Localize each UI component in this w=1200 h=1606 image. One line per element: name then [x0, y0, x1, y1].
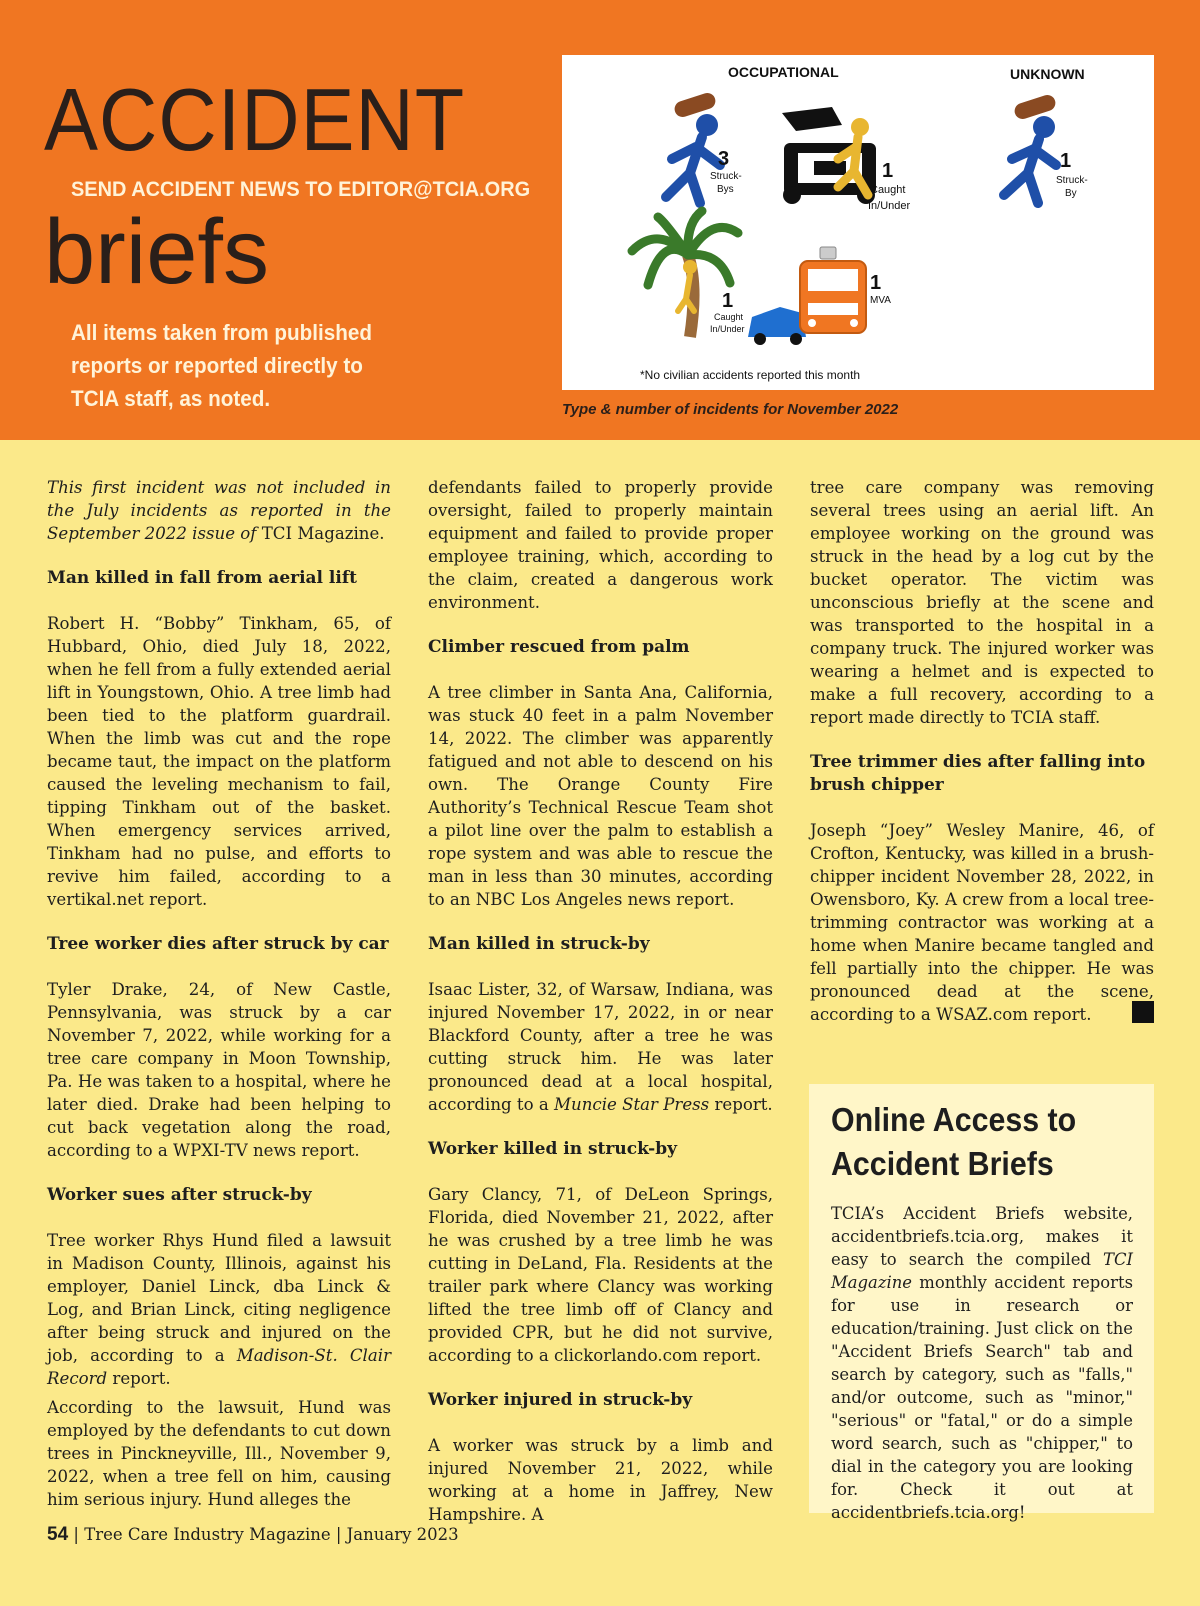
brush-chipper-text: Joseph “Joey” Wesley Manire, 46, of Crofton, Kentucky, was killed in a brush-chipper incident November 28, 2022, in Owensboro, Ky. A crew from a local tree-trimming contractor was working at a home when Manire became tangled and fell partially into the chipper. He was pronounced dead at the scene, according to a WSAZ.com report. — [810, 821, 1154, 1024]
sidebar-text-a: TCIA’s Accident Briefs website, accidentbriefs.tcia.org, makes it easy to search the compiled — [831, 1204, 1133, 1269]
headline-aerial-lift: Man killed in fall from aerial lift — [47, 568, 358, 588]
headline-man-killed-struck-by: Man killed in struck-by — [428, 934, 650, 954]
lead-paragraph — [47, 476, 391, 545]
headline-palm-rescue: Climber rescued from palm — [428, 637, 690, 657]
article-worker-sues-1 — [47, 1229, 391, 1390]
infographic-footnote: *No civilian accidents reported this month — [640, 368, 861, 382]
footer-magazine: Tree Care Industry Magazine — [84, 1525, 331, 1544]
footer-sep-2: | — [335, 1525, 347, 1544]
chipper-label-2: In/Under — [868, 200, 911, 212]
chipper-count: 1 — [882, 160, 894, 182]
intro-text: All items taken from published reports or reported directly to TCIA staff, as noted. — [71, 320, 373, 411]
vehicle-collision-icon — [748, 247, 866, 345]
occupational-heading: OCCUPATIONAL — [728, 64, 839, 80]
headline-worker-sues: Worker sues after struck-by — [47, 1185, 312, 1205]
incident-infographic — [562, 55, 1154, 390]
page-footer — [47, 1524, 459, 1546]
mva-count: 1 — [870, 272, 882, 294]
header-banner — [0, 0, 1200, 440]
article-brush-chipper — [810, 819, 1154, 1026]
end-of-article-mark — [1132, 1001, 1154, 1023]
footer-sep-1: | — [73, 1525, 85, 1544]
struck-bys-label-1: Struck- — [710, 171, 742, 182]
article-man-killed-struck-by — [428, 978, 773, 1116]
man-killed-publication: Muncie Star Press — [554, 1095, 710, 1114]
footer-issue: January 2023 — [346, 1525, 459, 1544]
infographic-drawing — [562, 55, 1154, 390]
send-news-line: SEND ACCIDENT NEWS TO EDITOR@TCIA.ORG — [71, 178, 531, 201]
struck-by-figure-icon — [666, 91, 720, 203]
lead-magazine: TCI Magazine. — [261, 524, 385, 543]
worker-sues-end: report. — [107, 1369, 171, 1388]
sidebar-magazine: TCI Magazine — [831, 1250, 1133, 1292]
unknown-label-2: By — [1065, 188, 1077, 199]
lead-intro: This first incident was not included in the July incidents as reported in the September 2022 issue of — [47, 478, 391, 543]
unknown-heading: UNKNOWN — [1010, 66, 1085, 82]
article-worker-killed-struck-by: Gary Clancy, 71, of DeLeon Springs, Florida, died November 21, 2022, after he was crushed by a tree limb he was cutting in DeLand, Fla. Residents at the trailer park where Clancy was working lifted the tree limb off of Clancy and provided CPR, but he did not survive, according to a clickorlando.com report. — [428, 1185, 773, 1365]
online-access-sidebar — [809, 1084, 1154, 1522]
unknown-count: 1 — [1060, 150, 1072, 172]
headline-worker-injured-struck-by: Worker injured in struck-by — [428, 1390, 693, 1410]
sidebar-text-b: monthly accident reports for use in research or education/training. Just click on the "Accident Briefs Search" tab and search by category, such as "falls," and/or outcome, such as "minor," "serious" or "fatal," or do a simple word search, such as "chipper," to dial in the category you are looking for. Check it out at accidentbriefs.tcia.org! — [831, 1273, 1133, 1522]
article-palm-rescue: A tree climber in Santa Ana, California, was stuck 40 feet in a palm November 14, 2022. The climber was apparently fatigued and not able to descend on his own. The Orange County Fire Authority’s Technical Rescue Team shot a pilot line over the palm to establish a rope system and was able to rescue the man in less than 30 minutes, according to an NBC Los Angeles news report. — [428, 683, 773, 909]
struck-bys-count: 3 — [718, 148, 730, 170]
column-1 — [47, 476, 391, 1412]
article-worker-sues-2: According to the lawsuit, Hund was employed by the defendants to cut down trees in Pinckneyville, Ill., November 9, 2022, when a tree fell on him, causing him serious injury. Hund alleges the — [47, 1398, 391, 1509]
article-worker-injured-part2: tree care company was removing several trees using an aerial lift. An employee working on the ground was struck in the head by a log cut by the bucket operator. The victim was unconscious briefly at the scene and was transported to the hospital in a company truck. The injured worker was wearing a helmet and is expected to make a full recovery, according to a report made directly to TCIA staff. — [810, 478, 1154, 727]
man-killed-end: report. — [709, 1095, 773, 1114]
article-struck-by-car: Tyler Drake, 24, of New Castle, Pennsylvania, was struck by a car November 7, 2022, while working for a tree care company in Moon Township, Pa. He was taken to a hospital, where he later died. Drake had been helping to cut back vegetation along the road, according to a WPXI-TV news report. — [47, 980, 391, 1160]
unknown-struck-by-figure-icon — [1004, 93, 1057, 203]
palm-label-1: Caught — [714, 312, 744, 322]
article-aerial-lift: Robert H. “Bobby” Tinkham, 65, of Hubbard, Ohio, died July 18, 2022, when he fell from a fully extended aerial lift in Youngstown, Ohio. A tree limb had been tied to the platform guardrail. When the limb was cut and the rope became taut, the impact on the platform caused the leveling mechanism to fail, tipping Tinkham out of the basket. When emergency services arrived, Tinkham had no pulse, and efforts to revive him failed, according to a vertikal.net report. — [47, 614, 391, 909]
headline-worker-killed-struck-by: Worker killed in struck-by — [428, 1139, 677, 1159]
worker-sues-text: Tree worker Rhys Hund filed a lawsuit in Madison County, Illinois, against his employer, Daniel Linck, dba Linck & Log, and Brian Linck, citing negligence after being struck and injured on the job, according to a — [47, 1231, 391, 1365]
article-worker-sues-2-continued: defendants failed to properly provide oversight, failed to properly maintain equipment and failed to provide proper employee training, which, according to the claim, created a dangerous work environment. — [428, 478, 773, 612]
infographic-caption: Type & number of incidents for November 2022 — [562, 401, 899, 418]
mva-label: MVA — [870, 295, 891, 306]
title-briefs: briefs — [44, 201, 269, 303]
page-number: 54 — [47, 1524, 69, 1545]
sidebar-text — [831, 1202, 1133, 1524]
headline-brush-chipper: Tree trimmer dies after falling into brush chipper — [810, 752, 1146, 795]
title-accident: ACCIDENT — [44, 70, 466, 169]
man-killed-text: Isaac Lister, 32, of Warsaw, Indiana, was injured November 17, 2022, in or near Blackford County, after a tree he was cutting struck him. He was later pronounced dead at a local hospital, according to a — [428, 980, 773, 1114]
column-1-continuation — [47, 1396, 391, 1533]
worker-sues-publication: Madison-St. Clair Record — [47, 1346, 391, 1388]
unknown-label-1: Struck- — [1056, 175, 1088, 186]
palm-count: 1 — [722, 290, 734, 312]
headline-struck-by-car: Tree worker dies after struck by car — [47, 934, 389, 954]
chipper-icon — [782, 107, 876, 204]
chipper-label-1: Caught — [870, 184, 906, 196]
column-3 — [810, 476, 1154, 1048]
sidebar-title: Online Access to Accident Briefs — [831, 1101, 1077, 1182]
article-worker-injured-part1: A worker was struck by a limb and injured November 21, 2022, while working at a home in Jaffrey, New Hampshire. A — [428, 1436, 773, 1524]
column-2 — [428, 476, 773, 1548]
palm-label-2: In/Under — [710, 324, 745, 334]
struck-bys-label-2: Bys — [717, 184, 734, 195]
